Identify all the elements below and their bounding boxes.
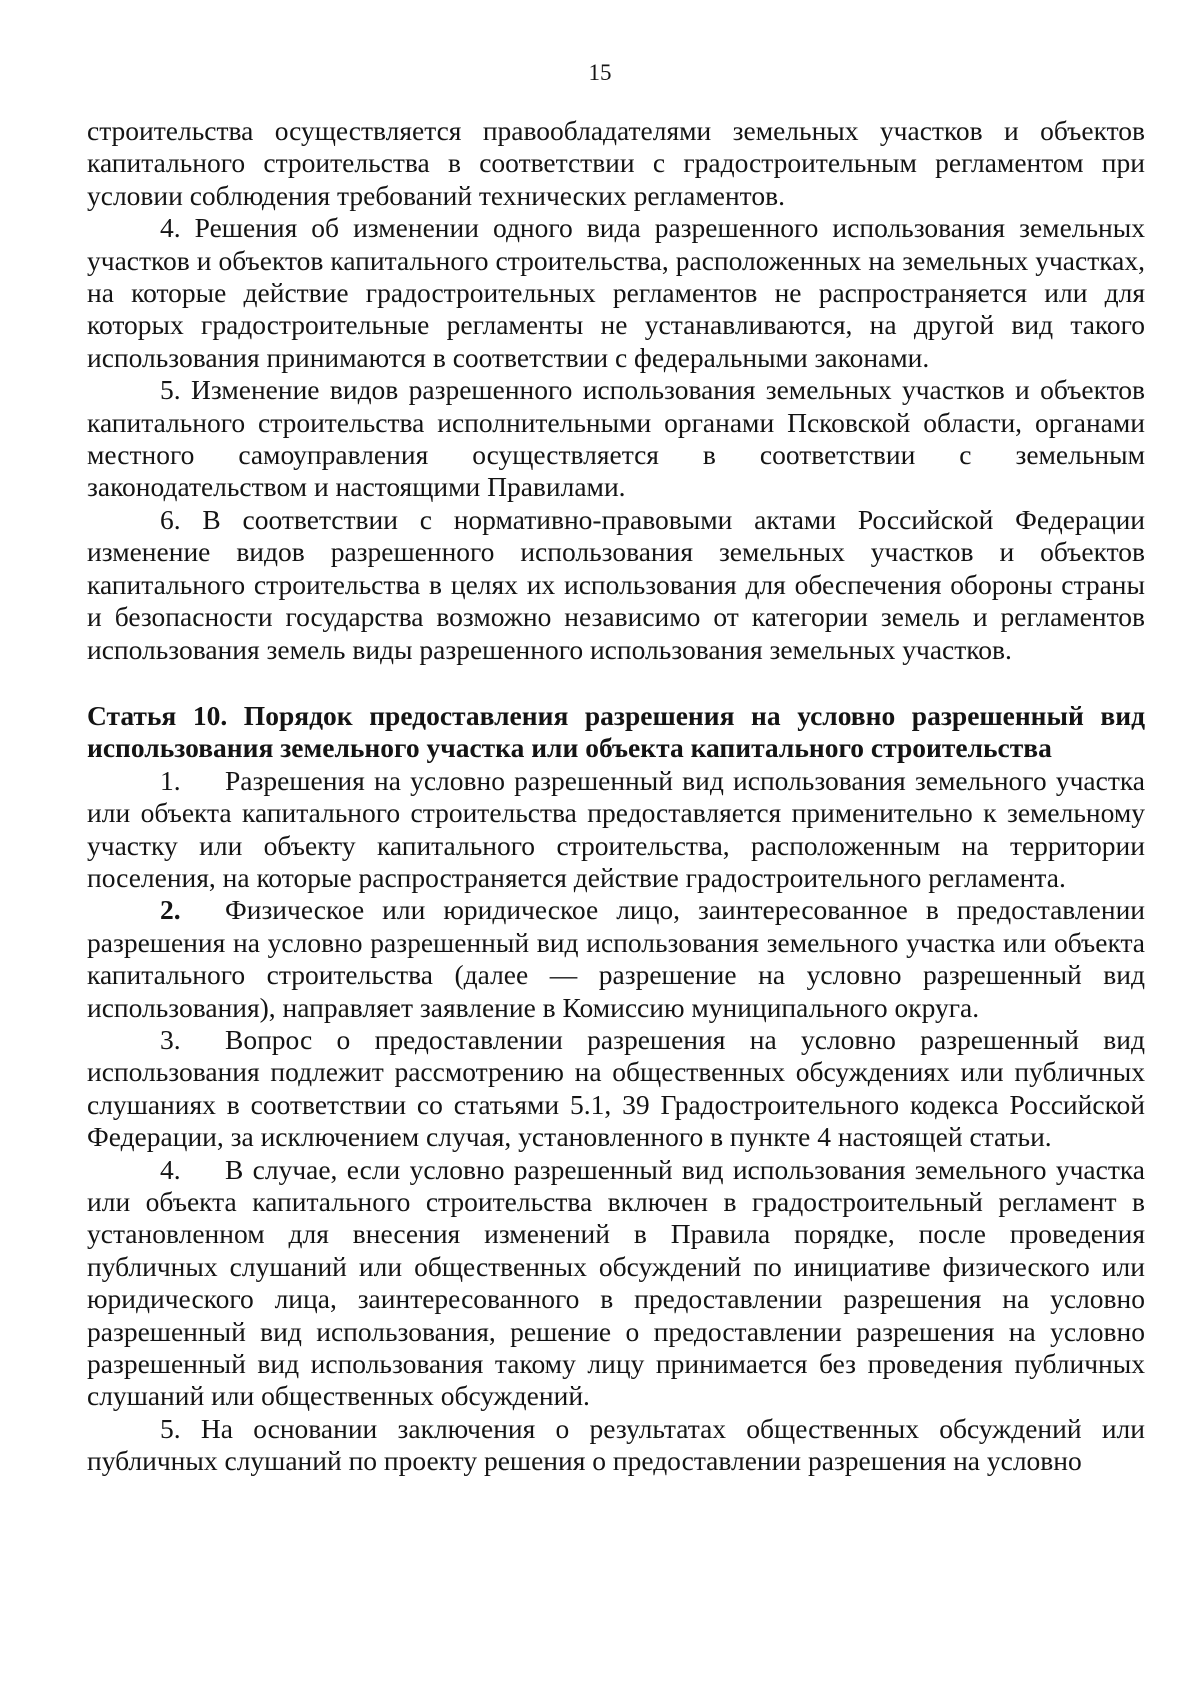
paragraph-number: 3. xyxy=(160,1023,181,1055)
paragraph-6 xyxy=(87,504,1145,666)
page-number: 15 xyxy=(588,60,612,85)
paragraph-continuation xyxy=(87,115,1145,212)
article-paragraph-5 xyxy=(87,1413,1145,1478)
article-paragraph-3 xyxy=(87,1024,1145,1154)
article-paragraph-1 xyxy=(87,765,1145,895)
paragraph-number: 4. xyxy=(160,1153,181,1185)
paragraph-text: Изменение видов разрешенного использования земельных участков и объектов капитального строительства исполнительными органами Псковской области, органами местного самоуправления осуществляется в соответствии с земельным законодательством и настоящими Правилами. xyxy=(87,374,1146,503)
paragraph-text: Разрешения на условно разрешенный вид использования земельного участка или объекта капитального строительства предоставляется применительно к земельному участку или объекту капитального строительства, расположенным на территории поселения, на которые распространяется действие градостроительного регламента. xyxy=(87,764,1145,893)
paragraph-text: В соответствии с нормативно-правовыми актами Российской Федерации изменение видов разрешенного использования земельных участков и объектов капитального строительства в целях их использования для обеспечения обороны страны и безопасности государства возможно независимо от категории земель и регламентов использования земель виды разрешенного использования земельных участков. xyxy=(87,503,1146,665)
paragraph-number: 2. xyxy=(160,894,181,926)
paragraph-text: Физическое или юридическое лицо, заинтересованное в предоставлении разрешения на условно разрешенный вид использования земельного участка или объекта капитального строительства (далее — разрешение на условно разрешенный вид использования), направляет заявление в Комиссию муниципального округа. xyxy=(87,894,1145,1023)
paragraph-number: 5. xyxy=(160,1412,181,1444)
article-paragraph-2 xyxy=(87,894,1145,1024)
paragraph-text: На основании заключения о результатах общественных обсуждений или публичных слушаний по проекту решения о предоставлении разрешения на условно xyxy=(87,1412,1145,1477)
paragraph-5 xyxy=(87,374,1145,504)
paragraph-text: Вопрос о предоставлении разрешения на условно разрешенный вид использования подлежит рассмотрению на общественных обсуждениях или публичных слушаниях в соответствии со статьями 5.1, 39 Градостроительного кодекса Российской Федерации, за исключением случая, установленного в пункте 4 настоящей статьи. xyxy=(87,1023,1145,1153)
document-body xyxy=(87,115,1145,1478)
article-heading: Статья 10. Порядок предоставления разрешения на условно разрешенный вид использования земельного участка или объекта капитального строительства xyxy=(87,699,1145,764)
paragraph-4 xyxy=(87,212,1145,374)
paragraph-number: 4. xyxy=(160,212,181,244)
paragraph-number: 5. xyxy=(160,374,181,406)
paragraph-text: строительства осуществляется правообладателями земельных участков и объектов капитального строительства в соответствии с градостроительным регламентом при условии соблюдения требований технических регламентов. xyxy=(87,115,1145,211)
paragraph-number: 6. xyxy=(160,503,181,535)
paragraph-number: 1. xyxy=(160,764,181,796)
paragraph-text: В случае, если условно разрешенный вид использования земельного участка или объекта капитального строительства включен в градостроительный регламент в установленном для внесения изменений в Правила порядке, после проведения публичных слушаний или общественных обсуждений по инициативе физического или юридического лица, заинтересованного в предоставлении разрешения на условно разрешенный вид использования, решение о предоставлении разрешения на условно разрешенный вид использования такому лицу принимается без проведения публичных слушаний или общественных обсуждений. xyxy=(87,1153,1145,1412)
paragraph-text: Решения об изменении одного вида разрешенного использования земельных участков и объектов капитального строительства, расположенных на земельных участках, на которые действие градостроительных регламентов не распространяется или для которых градостроительные регламенты не устанавливаются, на другой вид такого использования принимаются в соответствии с федеральными законами. xyxy=(87,212,1146,373)
article-paragraph-4 xyxy=(87,1154,1145,1413)
